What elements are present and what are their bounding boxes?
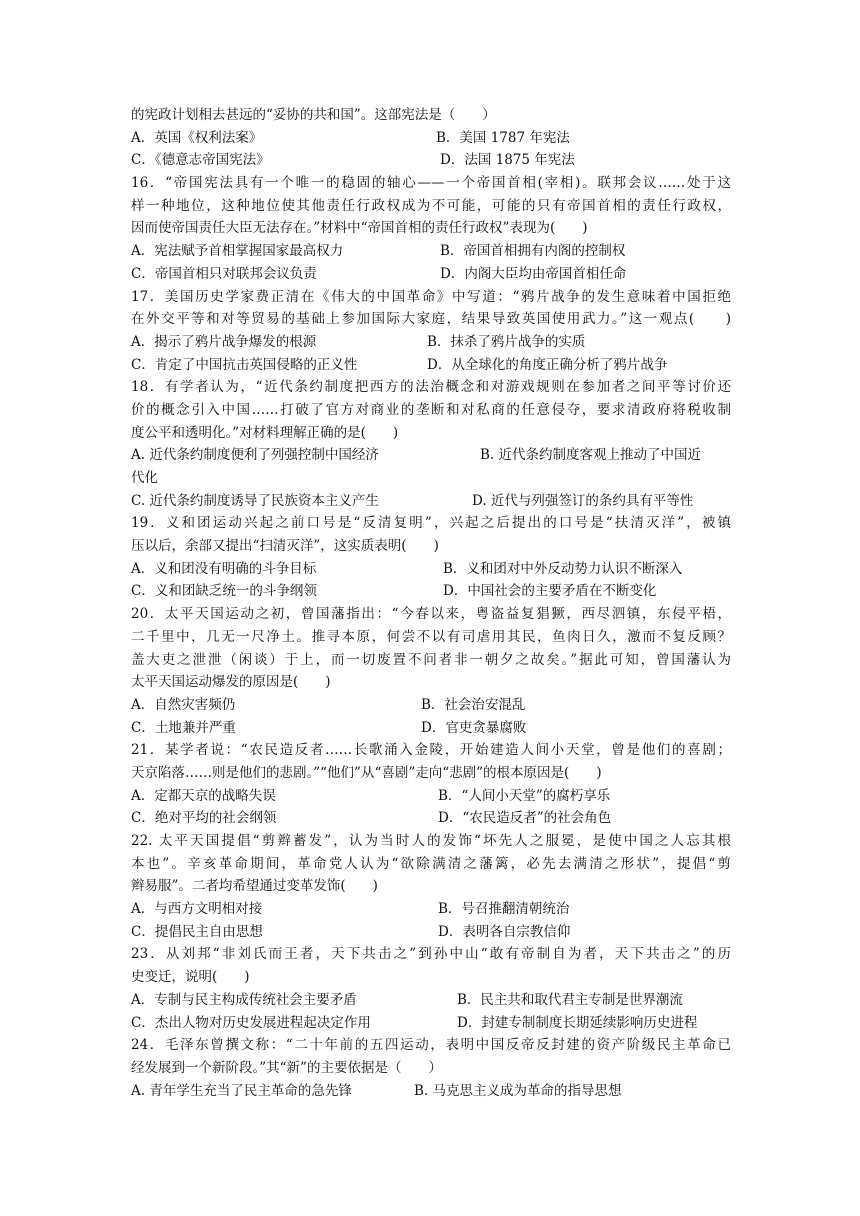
q22-stem-line1: 22. 太平天国提倡“剪辫蓄发”，认为当时人的发饰“坏先人之服冕，是使中国之人忘其根 [131, 833, 731, 849]
q19-option-d: D．中国社会的主要矛盾在不断变化 [443, 583, 657, 600]
q18-option-b: B. 近代条约制度客观上推动了中国近 [480, 447, 702, 464]
q19-option-a: A．义和团没有明确的斗争目标 [131, 560, 317, 577]
q15-options-row2 [131, 149, 731, 172]
q15-option-d: D．法国 1875 年宪法 [440, 152, 575, 169]
q22-stem-line3: 辫易服”。二者均希望通过变革发饰( ) [131, 878, 378, 895]
q20-option-a: A．自然灾害频仍 [131, 696, 236, 713]
q24-stem-line1: 24．毛泽东曾撰文称：“二十年前的五四运动，表明中国反帝反封建的资产阶级民主革命已 [131, 1037, 731, 1054]
q21-stem-line2: 天京陷落……则是他们的悲剧。”“他们”从“喜剧”走向“悲剧”的根本原因是( ) [131, 764, 602, 781]
q21-options-row1 [131, 785, 731, 808]
q20-options-row1 [131, 694, 731, 717]
q21-option-b: B．“人间小天堂”的腐朽享乐 [438, 787, 611, 804]
q16-options-row2 [131, 263, 731, 286]
q18-option-c: C. 近代条约制度诱导了民族资本主义产生 [131, 492, 379, 509]
q18-options-row2 [131, 490, 731, 513]
q17-option-a: A．揭示了鸦片战争爆发的根源 [131, 333, 317, 350]
q16-option-a: A．宪法赋予首相掌握国家最高权力 [131, 243, 344, 260]
q16-option-d: D．内阁大臣均由帝国首相任命 [440, 265, 627, 282]
q19-option-c: C．义和团缺乏统一的斗争纲领 [131, 583, 317, 600]
q19-option-b: B．义和团对中外反动势力认识不断深入 [443, 560, 683, 577]
q22-stem-line2: 本也”。辛亥革命期间，革命党人认为“欲除满清之藩篱，必先去满清之形状”，提倡“剪 [131, 855, 731, 872]
q20-stem-line2: 二千里中，几无一尺净土。推寻本原，何尝不以有司虐用其民，鱼肉日久，激而不复反顾？ [131, 628, 731, 645]
q23-options-row1 [131, 989, 731, 1012]
q23-options-row2 [131, 1012, 731, 1035]
q16-option-b: B．帝国首相拥有内阁的控制权 [440, 243, 626, 260]
q16-options-row1 [131, 240, 731, 263]
q20-option-c: C．土地兼并严重 [131, 719, 236, 736]
exam-page [131, 104, 731, 1102]
q24-stem-line2: 经发展到一个新阶段。”其“新”的主要依据是（ ） [131, 1059, 442, 1076]
q22-option-a: A．与西方文明相对接 [131, 901, 263, 918]
q15-option-a: A．英国《权利法案》 [131, 129, 263, 146]
q20-stem-line1: 20．太平天国运动之初，曾国藩指出：“今春以来，粤盗益复猖獗，西尽泗镇，东侵平梧， [131, 606, 731, 623]
q23-option-b: B．民主共和取代君主专制是世界潮流 [457, 991, 683, 1008]
q19-options-row1 [131, 558, 731, 581]
q18-stem-line2: 价的概念引入中国……打破了官方对商业的垄断和对私商的任意侵夺，要求清政府将税收制 [131, 401, 731, 418]
q20-stem-line4: 太平天国运动爆发的原因是( ) [131, 674, 331, 691]
q22-option-c: C．提倡民主自由思想 [131, 923, 263, 940]
q15-stem-tail: 的宪政计划相去甚远的“妥协的共和国”。这部宪法是（ ） [131, 107, 496, 123]
q23-option-a: A．专制与民主构成传统社会主要矛盾 [131, 991, 357, 1008]
q17-stem-line1: 17．美国历史学家费正清在《伟大的中国革命》中写道：“鸦片战争的发生意味着中国拒绝 [131, 288, 731, 305]
q24-option-a: A. 青年学生充当了民主革命的急先锋 [131, 1082, 352, 1099]
q22-options-row1 [131, 898, 731, 921]
q19-stem-line2: 压以后，余部又提出“扫清灭洋”，这实质表明( ) [131, 538, 439, 555]
q17-option-d: D．从全球化的角度正确分析了鸦片战争 [427, 356, 668, 373]
q15-option-b: B．美国 1787 年宪法 [436, 129, 570, 146]
q18-stem-line1: 18．有学者认为，“近代条约制度把西方的法治概念和对游戏规则在参加者之间平等讨价还 [131, 379, 731, 396]
q17-option-c: C．肯定了中国抗击英国侵略的正义性 [131, 356, 358, 373]
q23-stem-line1: 23．从刘邦“非刘氏而王者，天下共击之”到孙中山“敢有帝制自为者，天下共击之”的历 [131, 946, 731, 963]
q20-options-row2 [131, 717, 731, 740]
q24-options-row1 [131, 1080, 731, 1103]
q16-stem-line3: 因而使帝国责任大臣无法存在。”材料中“帝国首相的责任行政权”表现为( ) [131, 220, 588, 237]
q22-options-row2 [131, 921, 731, 944]
q16-stem-line2: 样一种地位，这种地位使其他责任行政权成为不可能，可能的只有帝国首相的责任行政权， [131, 197, 731, 214]
q17-stem-line2: 在外交平等和对等贸易的基础上参加国际大家庭，结果导致英国使用武力。”这一观点( ) [131, 311, 731, 328]
q18-options-row1 [131, 444, 731, 467]
q21-option-c: C．绝对平均的社会纲领 [131, 810, 277, 827]
q22-option-d: D．表明各自宗教信仰 [438, 923, 571, 940]
q24-option-b: B. 马克思主义成为革命的指导思想 [414, 1082, 622, 1099]
q16-stem-line1: 16．“帝国宪法具有一个唯一的稳固的轴心——一个帝国首相(宰相)。联邦会议……处于这 [131, 175, 731, 192]
q20-option-d: D．官吏贪暴腐败 [421, 719, 527, 736]
q19-stem-line1: 19．义和团运动兴起之前口号是“反清复明”，兴起之后提出的口号是“扶清灭洋”，被镇 [131, 515, 731, 532]
q23-stem-line2: 史变迁，说明( ) [131, 969, 250, 986]
q17-options-row1 [131, 331, 731, 354]
q21-option-a: A．定都天京的战略失误 [131, 787, 276, 804]
q18-option-b-wrap: 代化 [131, 470, 158, 486]
q16-option-c: C．帝国首相只对联邦会议负责 [131, 265, 317, 282]
q15-options-row1 [131, 127, 731, 150]
q20-option-b: B．社会治安混乱 [421, 696, 526, 713]
q23-option-d: D．封建专制制度长期延续影响历史进程 [457, 1014, 698, 1031]
q21-stem-line1: 21．某学者说：“农民造反者……长歌涌入金陵，开始建造人间小天堂，曾是他们的喜剧； [131, 742, 731, 759]
q22-option-b: B．号召推翻清朝统治 [438, 901, 570, 918]
q23-option-c: C．杰出人物对历史发展进程起决定作用 [131, 1014, 371, 1031]
q18-option-a: A. 近代条约制度便利了列强控制中国经济 [131, 447, 379, 464]
q18-option-d: D. 近代与列强签订的条约具有平等性 [472, 492, 694, 509]
q21-options-row2 [131, 807, 731, 830]
q19-options-row2 [131, 580, 731, 603]
q17-option-b: B．抹杀了鸦片战争的实质 [427, 333, 586, 350]
q17-options-row2 [131, 354, 731, 377]
q15-option-c: C．《德意志帝国宪法》 [131, 152, 270, 169]
q20-stem-line3: 盖大吏之泄泄（闲谈）于上，而一切废置不问者非一朝夕之故矣。”据此可知，曾国藩认为 [131, 651, 731, 668]
q18-stem-line3: 度公平和透明化。”对材料理解正确的是( ) [131, 424, 399, 441]
q21-option-d: D．“农民造反者”的社会角色 [438, 810, 612, 827]
